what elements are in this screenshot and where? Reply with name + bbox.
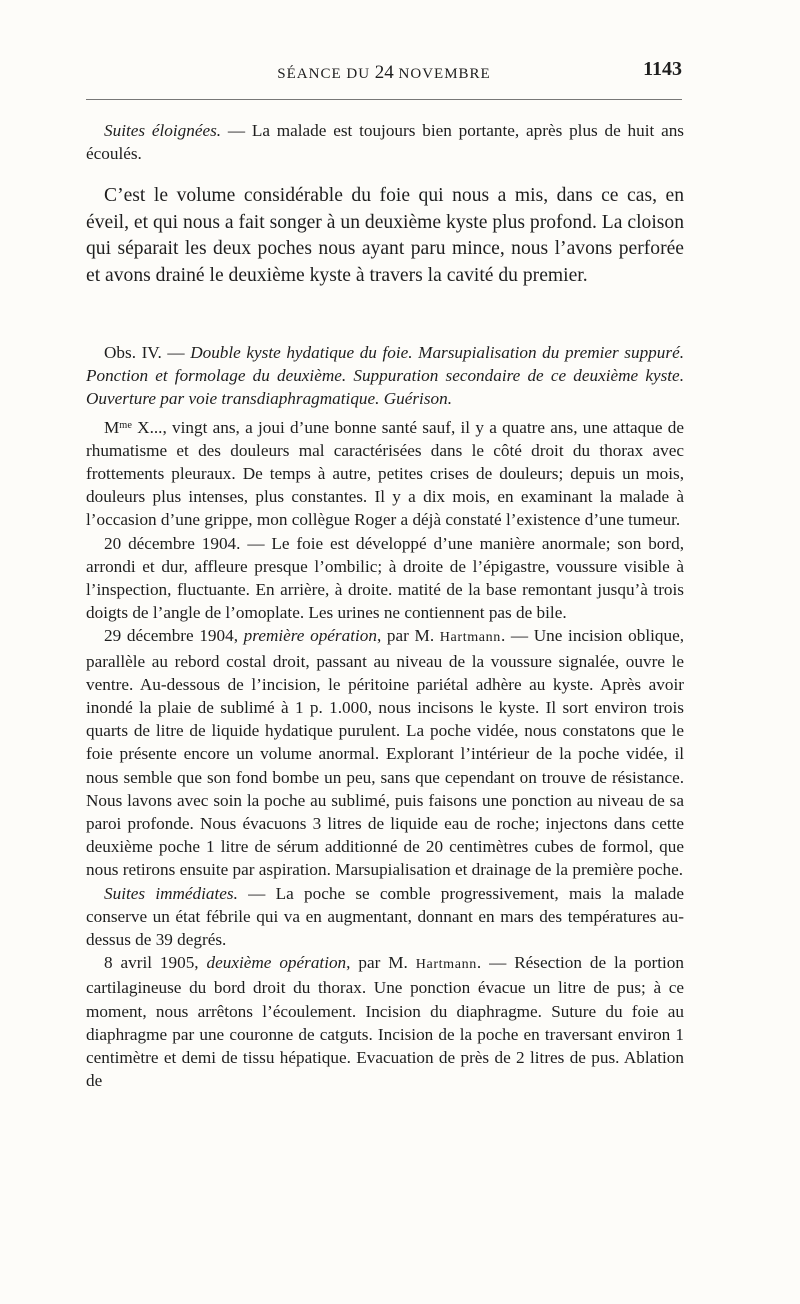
section-suites-eloignees: [86, 119, 684, 165]
paragraph-20-decembre: 20 décembre 1904. — Le foie est développé d’une manière anormale; son bord, arrondi et dur, affleure presque l’ombilic; à droite de l’épigastre, voussure visible à l’inspection, fluctuante. En arrière, à droite. matité de la base remontant jusqu’à trois doigts de l’angle de l’omoplate. Les urines ne contiennent pas de bile.: [86, 533, 684, 623]
paragraph-premiere-operation: [86, 624, 684, 881]
header-rule: [86, 99, 682, 100]
patient-history-text: X..., vingt ans, a joui d’une bonne santé sauf, il y a quatre ans, une attaque de rhumatisme et des douleurs mal caractérisées dans le côté droit du thorax avec frottements pleuraux. De temps à autre, petites crises de douleurs; depuis un mois, douleurs plus intenses, plus constantes. Il y a dix mois, en examinant la malade à l’occasion d’une grippe, mon collègue Roger a déjà constaté l’existence d’une tumeur.: [86, 417, 684, 530]
running-title-day: 24: [374, 62, 394, 83]
surgeon-name: Hartmann: [439, 629, 501, 646]
running-title-prefix: SÉANCE DU: [277, 66, 375, 82]
paragraph-deuxieme-operation: [86, 951, 684, 1092]
label-suites-eloignees: Suites éloignées.: [104, 121, 222, 140]
paragraph-suites-immediates: [86, 882, 684, 952]
deuxieme-operation-by: , par M.: [346, 953, 416, 973]
premiere-operation-text: . — Une incision oblique, parallèle au rebord costal droit, passant au niveau de la voussure signalée, ouvre le ventre. Au-dessous de l’incision, le péritoine pariétal adhère au kyste. Après avoir inondé la plaie de sublimé à 1 p. 1.000, nous incisons le kyste. Il sort environ trois quarts de litre de liquide hydatique purulent. La poche vidée, nous constatons que le foie présente encore un volume anormal. Explorant l’intérieur de la poche vidée, il nous semble que son fond bombe un peu, sans que cependant on trouve de résistance. Nous lavons avec soin la poche au sublimé, puis faisons une ponction au niveau de sa paroi profonde. Nous évacuons 3 litres de liquide eau de roche; injectons dans cette deuxième poche 1 litre de sérum additionné de 20 centimètres cubes de formol, que nous retirons ensuite par aspiration. Marsupialisation et drainage de la première poche.: [86, 626, 685, 880]
premiere-operation-title: première opération: [243, 626, 377, 646]
running-title-month: NOVEMBRE: [393, 66, 491, 82]
patient-prefix: M: [104, 417, 120, 437]
deuxieme-operation-title: deuxième opération: [206, 953, 347, 973]
observation-label: Obs. IV. —: [104, 343, 191, 362]
premiere-operation-by: , par M.: [376, 626, 440, 646]
deuxieme-operation-date: 8 avril 1905,: [104, 953, 207, 973]
patient-prefix-superscript: me: [119, 419, 132, 431]
text-suites-eloignees: — La malade est toujours bien portante, après plus de huit ans écoulés.: [86, 121, 684, 164]
text-suites-immediates: — La poche se comble progressivement, mais la malade conserve un état fébrile qui va en augmentant, donnant en mars des températures au-dessus de 39 degrés.: [86, 883, 684, 950]
running-title: [86, 62, 682, 84]
premiere-operation-date: 29 décembre 1904,: [104, 626, 244, 646]
observation-heading: [86, 341, 684, 411]
surgeon-name-2: Hartmann: [415, 956, 477, 973]
paragraph-suites-eloignees: [86, 119, 684, 165]
observation-title: Double kyste hydatique du foie. Marsupialisation du premier suppuré. Ponction et formolage du deuxième. Suppuration secondaire de ce deuxième kyste. Ouverture par voie transdiaphragmatique. Guérison.: [86, 343, 684, 409]
deuxieme-operation-text: . — Résection de la portion cartilagineuse du bord droit du thorax. Une ponction évacue un litre de pus; à ce moment, nous arrêtons l’écoulement. Incision du diaphragme. Suture du foie au diaphragme par une couronne de catguts. Incision de la poche en traversant environ 1 centimètre et demi de tissu hépatique. Evacuation de près de 2 litres de pus. Ablation de: [86, 953, 684, 1091]
section-discussion: [86, 183, 684, 289]
section-observation: [86, 341, 684, 1093]
running-head: [86, 58, 682, 86]
paragraph-discussion: C’est le volume considérable du foie qui nous a mis, dans ce cas, en éveil, et qui nous a fait songer à un deuxième kyste plus profond. La cloison qui séparait les deux poches nous ayant paru mince, nous l’avons perforée et avons drainé le deuxième kyste à travers la cavité du premier.: [86, 185, 684, 286]
paragraph-patient-history: [86, 416, 684, 532]
page-number: 1143: [643, 58, 682, 80]
label-suites-immediates: Suites immédiates.: [104, 883, 238, 903]
